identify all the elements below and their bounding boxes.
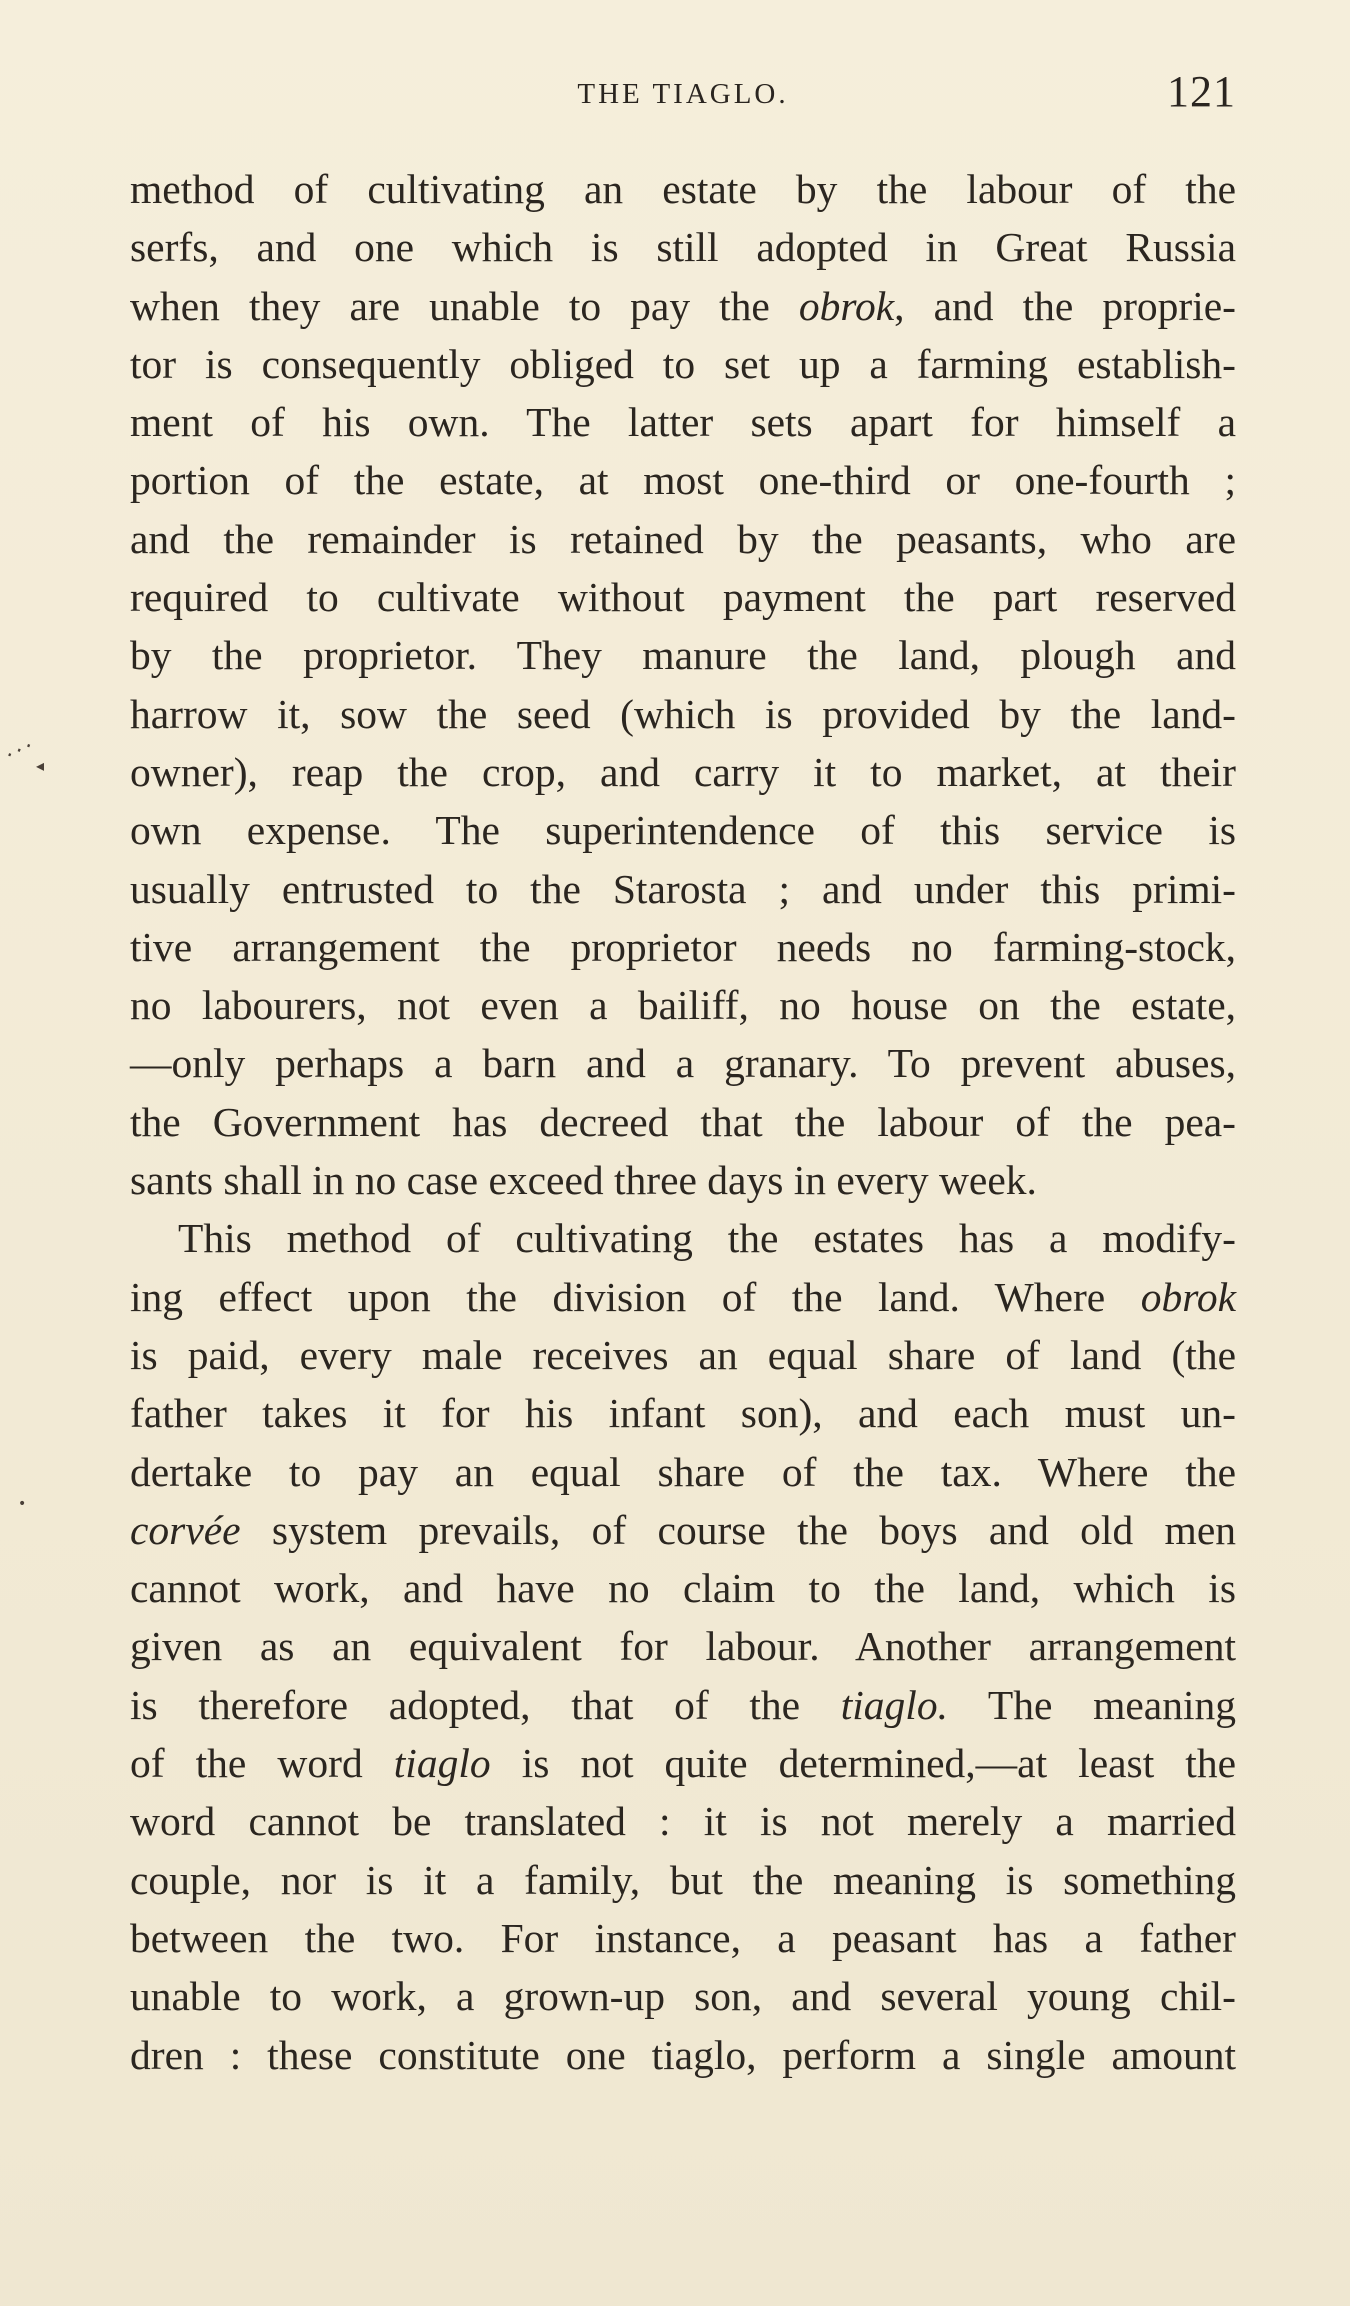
italic-term: obrok <box>1140 1273 1236 1320</box>
text-line: usually entrusted to the Starosta ; and under this primi- <box>130 865 1236 912</box>
running-head: THE TIAGLO. <box>577 78 789 110</box>
text-line: harrow it, sow the seed (which is provided by the land- <box>130 690 1236 737</box>
text-line: own expense. The superintendence of this service is <box>130 807 1236 854</box>
text-line: the Government has decreed that the labour of the pea- <box>130 1098 1236 1145</box>
text-line: unable to work, a grown-up son, and several young chil- <box>130 1973 1236 2020</box>
text-line: owner), reap the crop, and carry it to market, at their <box>130 748 1236 795</box>
italic-term: obrok <box>798 282 895 329</box>
page-number: 121 <box>1167 67 1236 116</box>
text-line: between the two. For instance, a peasant has a father <box>130 1914 1236 1961</box>
text-line: when they are unable to pay the obrok, and the proprie- <box>130 282 1236 329</box>
italic-term: tiaglo <box>393 1740 491 1787</box>
text-line: is paid, every male receives an equal share of land (the <box>130 1331 1236 1378</box>
text-line: tive arrangement the proprietor needs no farming-stock, <box>130 923 1236 970</box>
text-line: serfs, and one which is still adopted in Great Russia <box>130 224 1236 271</box>
text-line: cannot work, and have no claim to the land, which is <box>130 1565 1236 1612</box>
text-line: method of cultivating an estate by the labour of the <box>130 166 1236 212</box>
text-line: given as an equivalent for labour. Another arrangement <box>130 1623 1236 1670</box>
text-line: father takes it for his infant son), and each must un- <box>130 1390 1236 1437</box>
text-line: word cannot be translated : it is not merely a married <box>130 1798 1236 1845</box>
text-line: of the word tiaglo is not quite determined,—at least the <box>130 1740 1236 1787</box>
text-line: sants shall in no case exceed three days in every week. <box>130 1157 1037 1204</box>
italic-term: corvée <box>130 1506 241 1553</box>
italic-term: tiaglo. <box>840 1681 948 1728</box>
text-line: ing effect upon the division of the land. Where obrok <box>130 1273 1236 1320</box>
text-line: required to cultivate without payment the part reserved <box>130 574 1236 621</box>
text-line: portion of the estate, at most one-third or one-fourth ; <box>130 457 1236 504</box>
margin-mark-icon: ⋰ <box>4 734 34 767</box>
text-line: ment of his own. The latter sets apart for himself a <box>130 399 1236 446</box>
margin-arrow-icon: ◂ <box>36 756 45 775</box>
text-line: dertake to pay an equal share of the tax. Where the <box>130 1448 1236 1495</box>
body-text <box>130 160 1236 2084</box>
text-line: corvée system prevails, of course the boys and old men <box>130 1506 1236 1553</box>
text-line: tor is consequently obliged to set up a farming establish- <box>130 340 1236 387</box>
text-line: is therefore adopted, that of the tiaglo. The meaning <box>130 1681 1236 1728</box>
text-line: —only perhaps a barn and a granary. To prevent abuses, <box>130 1040 1236 1087</box>
text-line: no labourers, not even a bailiff, no house on the estate, <box>130 982 1236 1029</box>
text-line: couple, nor is it a family, but the meaning is something <box>130 1856 1236 1903</box>
text-line: and the remainder is retained by the peasants, who are <box>130 515 1236 562</box>
text-line: by the proprietor. They manure the land, plough and <box>130 632 1236 679</box>
text-line: This method of cultivating the estates has a modify- <box>178 1215 1236 1262</box>
margin-dot-icon: • <box>18 1496 27 1512</box>
text-line: dren : these constitute one tiaglo, perform a single amount <box>130 2031 1236 2078</box>
page-header <box>130 66 1236 122</box>
